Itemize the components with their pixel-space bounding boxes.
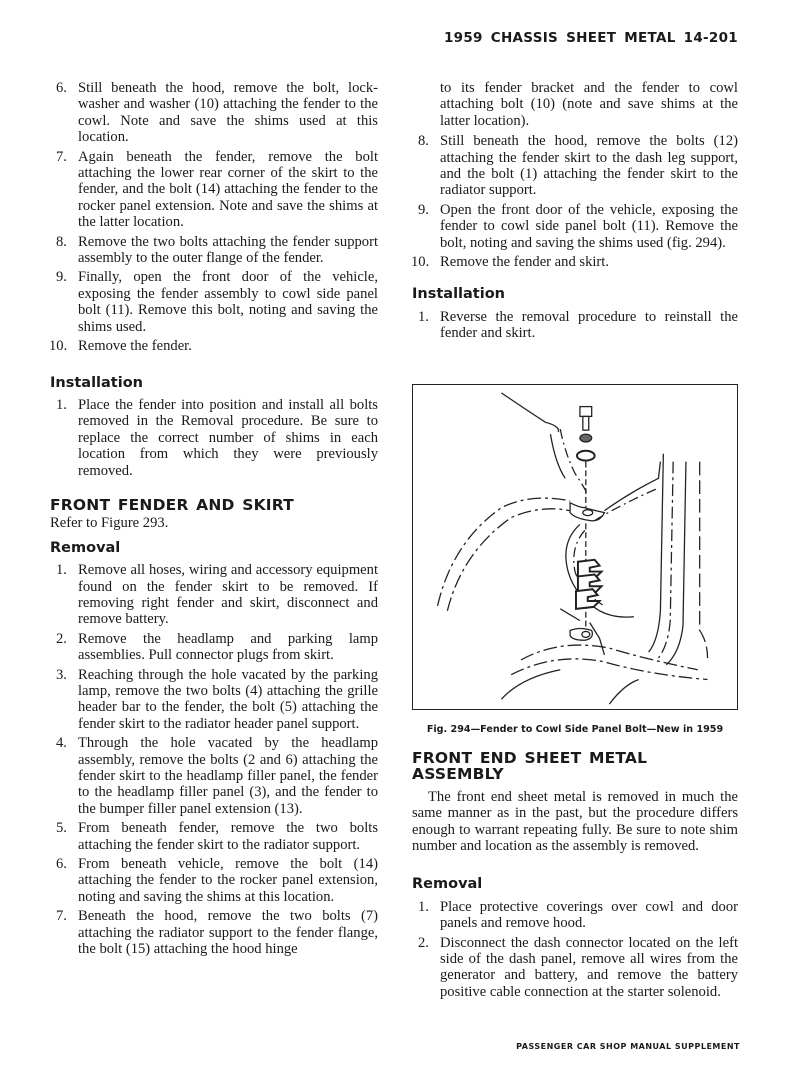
step-text: Again beneath the fender, remove the bolt attaching the lower rear corner of the skirt to the fender, and the bolt (14) attaching the fender to the rocker panel extension. Note and save the shims at the latter location. (78, 148, 378, 231)
step-text: Finally, open the front door of the vehicle, exposing the fender assembly to cowl side panel bolt (11). Remove this bolt, noting and saving the shims used. (78, 269, 378, 335)
step-text: Disconnect the dash connector located on the left side of the dash panel, remove all wires from the generator and battery, and remove the battery positive cable connection at the starter solenoid. (440, 934, 738, 1000)
step-number: 8. (418, 133, 429, 150)
list-item (50, 269, 378, 335)
left-column (50, 80, 378, 961)
installation-heading: Installation (412, 286, 505, 303)
list-item (50, 908, 378, 957)
step-text: Still beneath the hood, remove the bolt, lock-washer and washer (10) attaching the fender to the cowl. Note and save the shims used at this location. (78, 80, 378, 146)
step-number: 10. (49, 338, 68, 355)
step-number: 9. (418, 201, 429, 218)
list-item (50, 397, 378, 479)
step-number: 2. (418, 934, 429, 951)
list-item (412, 133, 738, 199)
step-number: 1. (418, 898, 429, 915)
figure-reference: Refer to Figure 293. (50, 515, 169, 532)
step-number: 7. (56, 908, 67, 925)
step-text: Reaching through the hole vacated by the parking lamp, remove the two bolts (4) attaching the grille header bar to the fender, the bolt (5) attaching the fender skirt to the radiator header panel support. (78, 666, 378, 732)
list-item (412, 254, 738, 270)
step-text: Remove all hoses, wiring and accessory equipment found on the fender skirt to be removed. If removing right fender and skirt, disconnect and remove battery. (78, 562, 378, 628)
section-intro: The front end sheet metal is removed in much the same manner as in the past, but the procedure differs enough to warrant repeating fully. Be sure to note shim number and location as the assembly is removed. (412, 788, 738, 855)
step-text: From beneath vehicle, remove the bolt (14) attaching the fender to the rocker panel extension, noting and saving the shims at this location. (78, 856, 378, 905)
step-number: 8. (56, 233, 67, 250)
step-text: From beneath fender, remove the two bolts attaching the fender skirt to the radiator support. (78, 820, 378, 853)
list-item (50, 735, 378, 817)
step-text: Remove the fender. (78, 338, 192, 355)
step-number: 6. (56, 80, 67, 96)
list-item (50, 80, 378, 146)
right-column-lower (412, 750, 738, 1003)
step-number: 5. (56, 820, 67, 837)
step-text: Through the hole vacated by the headlamp assembly, remove the bolts (2 and 6) attaching the fender skirt to the headlamp filler panel, the fender to the headlamp filler panel (3), and the fender to the bumper filler panel extension (13). (78, 735, 378, 817)
list-item (50, 338, 378, 354)
page-footer: PASSENGER CAR SHOP MANUAL SUPPLEMENT (516, 1042, 740, 1051)
figure-294 (412, 384, 738, 710)
step-number: 4. (56, 735, 67, 752)
step-number: 2. (56, 630, 67, 647)
installation-heading: Installation (50, 374, 143, 391)
step-text: Beneath the hood, remove the two bolts (7) attaching the radiator support to the fender flange, the bolt (15) attaching the hood hinge (78, 908, 378, 958)
step-text: Open the front door of the vehicle, exposing the fender to cowl side panel bolt (11). Remove the bolt, noting and saving the shims used (fig. 294). (440, 201, 738, 251)
step-number: 9. (56, 269, 67, 286)
list-item (50, 149, 378, 231)
list-item (50, 820, 378, 853)
step-text: Place the fender into position and install all bolts removed in the Removal procedure. Be sure to replace the correct number of shims in each location from which they were previously removed. (78, 396, 378, 479)
figure-caption: Fig. 294—Fender to Cowl Side Panel Bolt—New in 1959 (426, 724, 724, 735)
removal-heading: Removal (412, 876, 483, 893)
list-item-continued (412, 80, 738, 129)
right-column (412, 80, 738, 345)
step-number: 10. (411, 254, 430, 271)
step-text: Still beneath the hood, remove the bolts (12) attaching the fender skirt to the dash leg support, and the bolt (1) attaching the fender skirt to the radiator support. (440, 133, 738, 199)
section-title: FRONT FENDER AND SKIRT (50, 495, 294, 514)
list-item (50, 631, 378, 664)
step-text: Remove the fender and skirt. (440, 254, 609, 271)
step-text: Remove the headlamp and parking lamp assemblies. Pull connector plugs from skirt. (78, 630, 378, 664)
step-number: 7. (56, 148, 67, 165)
removal-heading: Removal (50, 539, 121, 556)
step-number: 1. (56, 396, 67, 413)
section-title: FRONT END SHEET METAL ASSEMBLY (412, 749, 648, 784)
list-item (412, 309, 738, 342)
step-text: Remove the two bolts attaching the fender support assembly to the outer flange of the fender. (78, 233, 378, 267)
step-number: 1. (418, 308, 429, 325)
list-item (50, 856, 378, 905)
list-item (50, 562, 378, 628)
step-text: Place protective coverings over cowl and door panels and remove hood. (440, 898, 738, 932)
list-item (50, 667, 378, 733)
step-number: 1. (56, 562, 67, 579)
list-item (50, 234, 378, 267)
step-text: Reverse the removal procedure to reinstall the fender and skirt. (440, 308, 738, 342)
step-number: 6. (56, 856, 67, 873)
step-text: to its fender bracket and the fender to cowl attaching bolt (10) (note and save shims at the latter location). (440, 80, 738, 129)
removal-steps-continued (50, 80, 378, 355)
list-item (412, 899, 738, 932)
page-header: 1959 CHASSIS SHEET METAL 14-201 (443, 30, 738, 46)
step-number: 3. (56, 666, 67, 683)
list-item (412, 202, 738, 251)
list-item (412, 935, 738, 1001)
fender-cowl-bolt-illustration (413, 385, 737, 709)
